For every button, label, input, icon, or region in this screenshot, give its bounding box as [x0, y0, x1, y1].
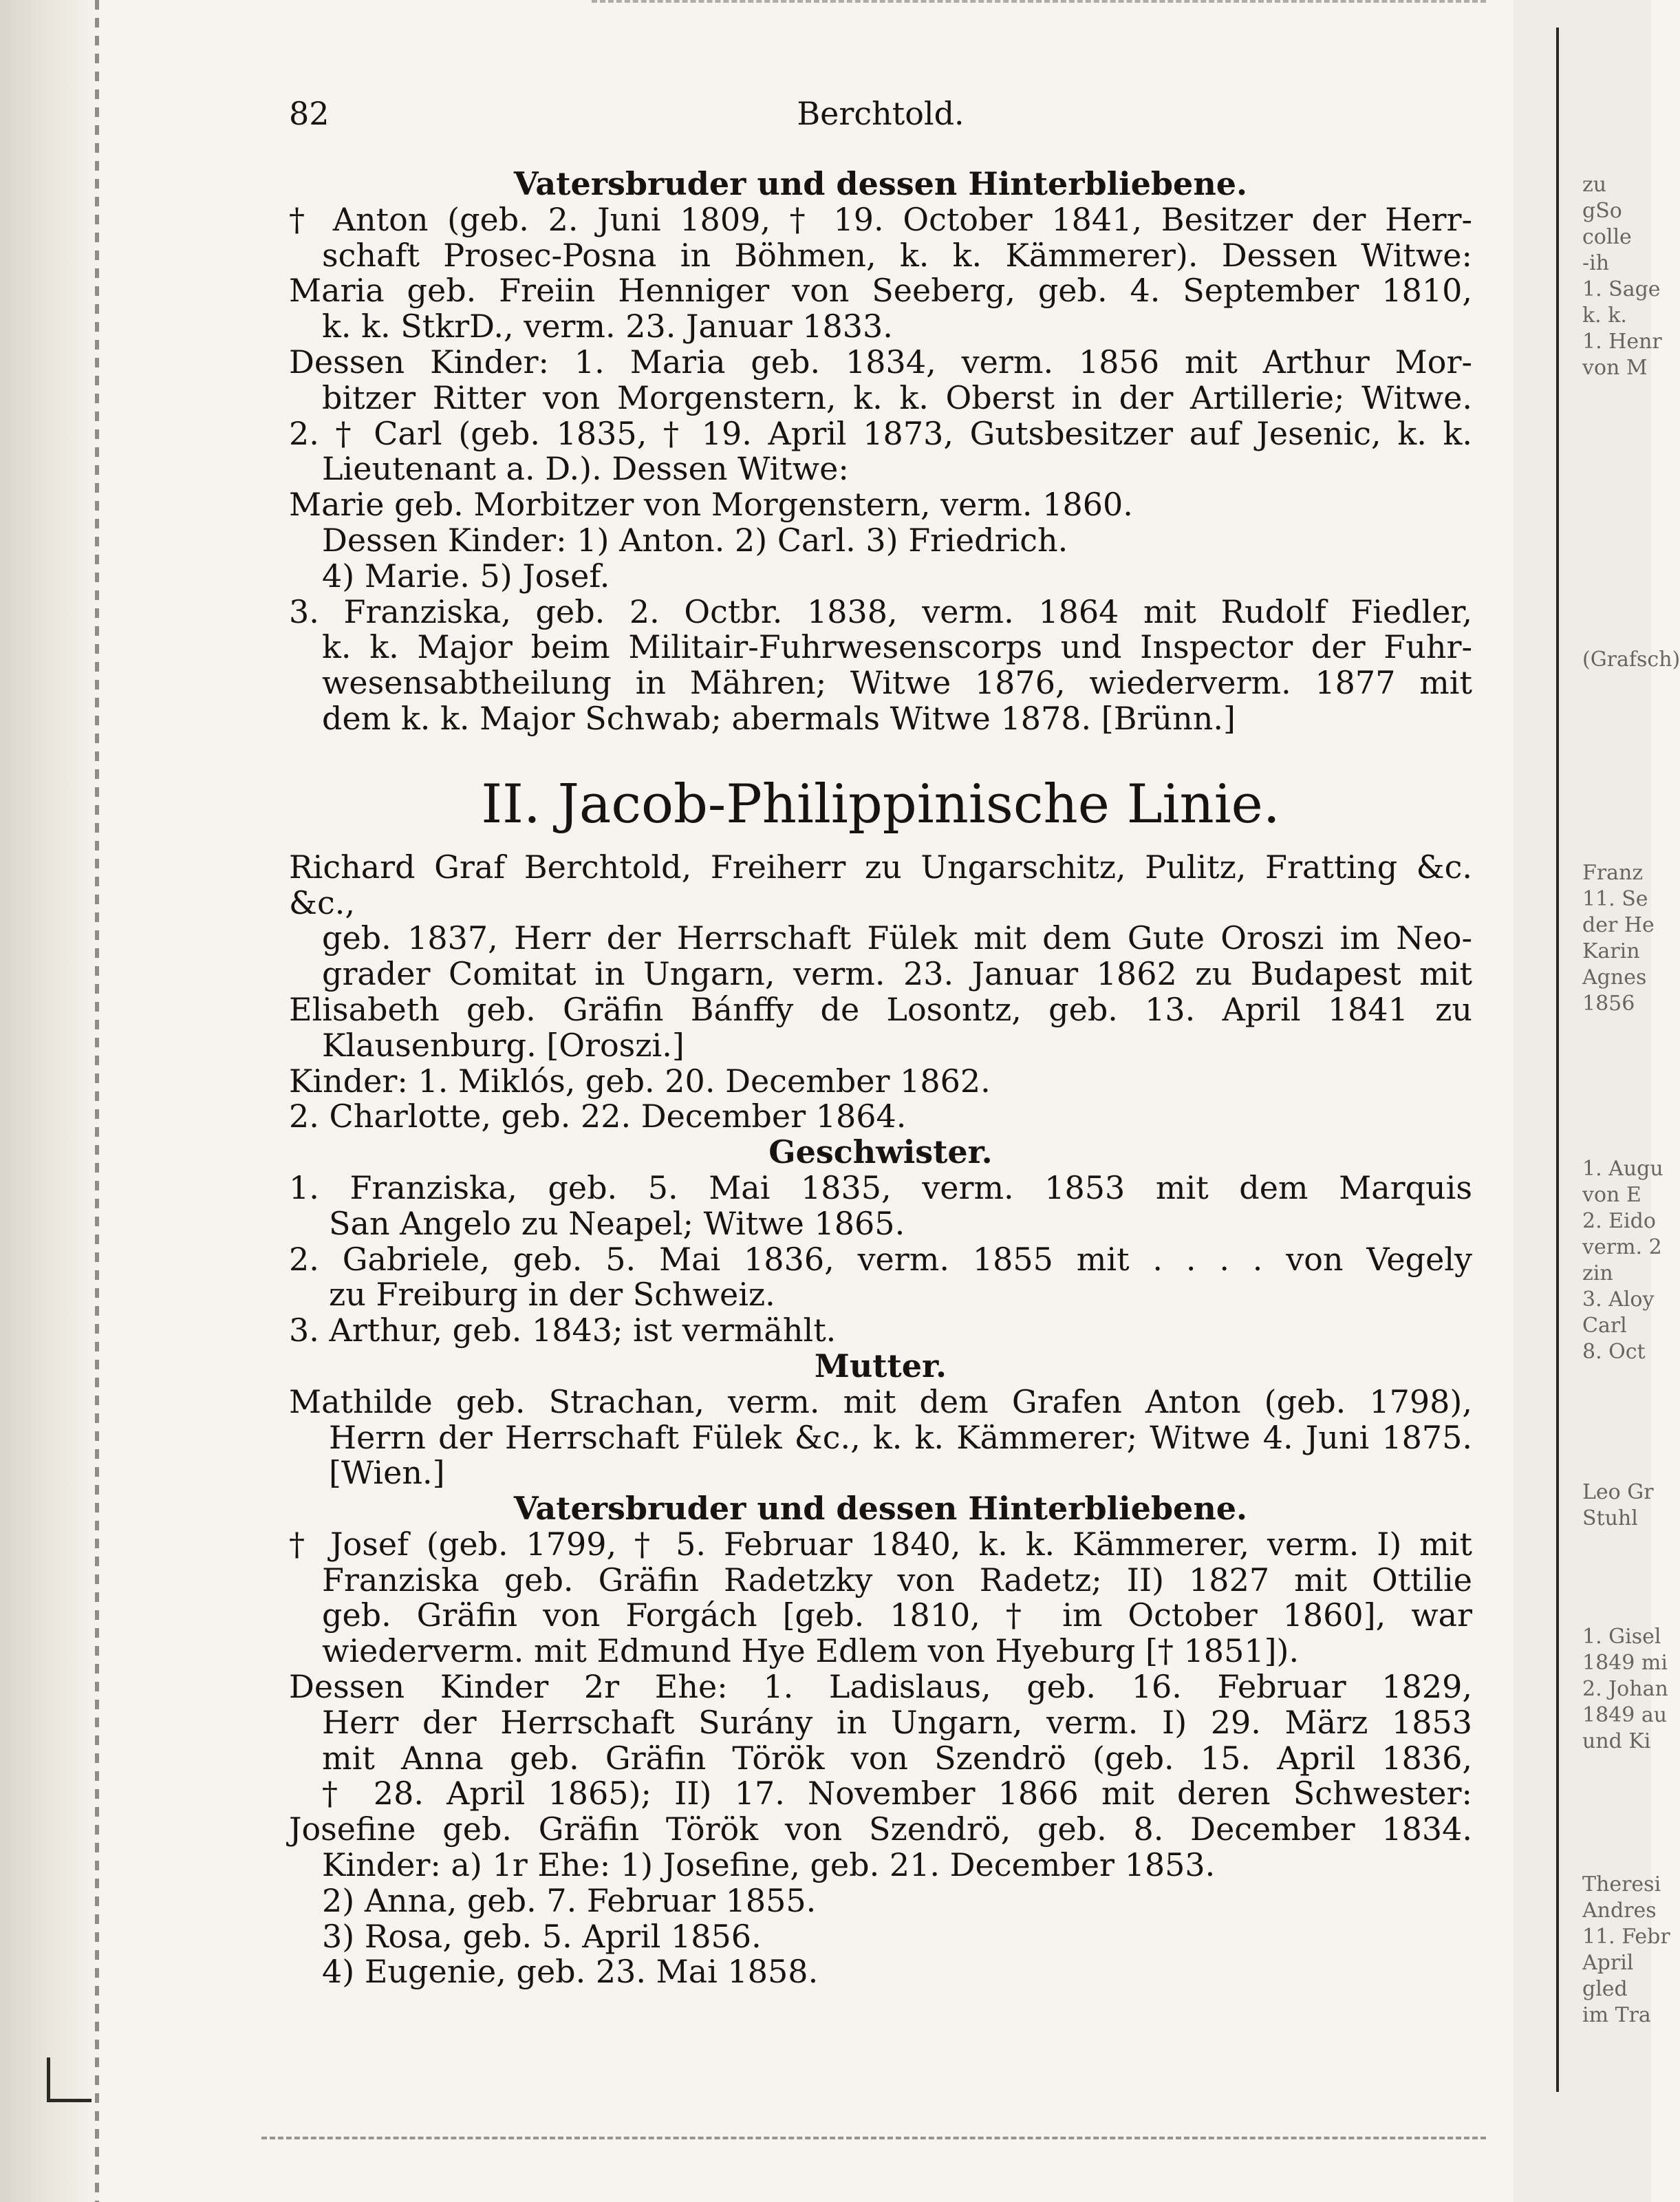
chapter-title: II. Jacob-Philippinische Linie. [481, 773, 1280, 835]
entry-line: schaft Prosec-Posna in Böhmen, k. k. Kämmerer). Dessen Witwe: [322, 236, 1472, 274]
corner-crop-mark [47, 2057, 91, 2102]
entry-line: mit Anna geb. Gräfin Török von Szendrö (geb. 15. April 1836, [322, 1739, 1472, 1777]
entry-line: Kinder: 1. Miklós, geb. 20. December 1862. [289, 1062, 991, 1100]
bleed-fragment: Theresi Andres 11. Febr April gled im Tra [1582, 1872, 1670, 2027]
entry-line: Richard Graf Berchtold, Freiherr zu Ungarschitz, Pulitz, Fratting &c. &c., [289, 848, 1472, 921]
bleed-fragment: Franz 11. Se der He Karin Agnes 1856 [1582, 861, 1655, 1016]
entry-line: † Anton (geb. 2. Juni 1809, † 19. October 1841, Besitzer der Herr- [289, 200, 1472, 238]
running-title: Berchtold. [797, 95, 965, 132]
entry-line: wesensabtheilung in Mähren; Witwe 1876, wiederverm. 1877 mit [322, 664, 1472, 702]
entry-line: [Wien.] [329, 1454, 445, 1492]
entry-line: 2) Anna, geb. 7. Februar 1855. [322, 1881, 817, 1919]
bottom-scan-rule [261, 2137, 1486, 2139]
entry-line: 1. Franziska, geb. 5. Mai 1835, verm. 1853 mit dem Marquis [289, 1168, 1472, 1206]
entry-line: bitzer Ritter von Morgenstern, k. k. Oberst in der Artillerie; Witwe. [322, 378, 1472, 416]
entry-line: 2. Charlotte, geb. 22. December 1864. [289, 1098, 907, 1135]
entry-line: 3) Rosa, geb. 5. April 1856. [322, 1917, 762, 1955]
entry-line: Dessen Kinder 2r Ehe: 1. Ladislaus, geb. 16. Februar 1829, [289, 1668, 1472, 1706]
entry-line: Josefine geb. Gräfin Török von Szendrö, geb. 8. December 1834. [289, 1810, 1472, 1848]
entry-line: Mathilde geb. Strachan, verm. mit dem Grafen Anton (geb. 1798), [289, 1382, 1472, 1420]
entry-line: † 28. April 1865); II) 17. November 1866 mit deren Schwester: [322, 1775, 1472, 1813]
entry-line: San Angelo zu Neapel; Witwe 1865. [329, 1204, 905, 1242]
bleed-fragment: (Grafsch) [1582, 648, 1680, 672]
entry-line: Herr der Herrschaft Surány in Ungarn, verm. I) 29. März 1853 [322, 1703, 1472, 1741]
running-head [289, 96, 1472, 147]
entry-line: geb. 1837, Herr der Herrschaft Fülek mit dem Gute Oroszi im Neo- [322, 919, 1472, 957]
entry-line: 3. Franziska, geb. 2. Octbr. 1838, verm. 1864 mit Rudolf Fiedler, [289, 592, 1472, 630]
entry-line: 4) Eugenie, geb. 23. Mai 1858. [322, 1953, 819, 1991]
entry-line: Elisabeth geb. Gräfin Bánffy de Losontz, geb. 13. April 1841 zu [289, 990, 1472, 1028]
bleed-fragment: zu gSo colle -ih 1. Sage k. k. 1. Henr von M [1582, 173, 1662, 380]
scan-left-edge [0, 0, 103, 2202]
entry-line: Herrn der Herrschaft Fülek &c., k. k. Kämmerer; Witwe 4. Juni 1875. [329, 1418, 1472, 1456]
bleed-fragment: Leo Gr Stuhl [1582, 1480, 1654, 1530]
entry-line: k. k. Major beim Militair-Fuhrwesenscorps und Inspector der Fuhr- [322, 628, 1472, 666]
entry-line: dem k. k. Major Schwab; abermals Witwe 1878. [Brünn.] [322, 699, 1236, 737]
entry-line: Franziska geb. Gräfin Radetzky von Radetz; II) 1827 mit Ottilie [322, 1561, 1472, 1599]
entry-line: zu Freiburg in der Schweiz. [329, 1276, 775, 1314]
entry-line: Dessen Kinder: 1. Maria geb. 1834, verm. 1856 mit Arthur Mor- [289, 343, 1472, 381]
entry-line: k. k. StkrD., verm. 23. Januar 1833. [322, 308, 893, 345]
bleed-fragment: 1. Gisel 1849 mi 2. Johan 1849 au und Ki [1582, 1625, 1668, 1753]
entry-line: 3. Arthur, geb. 1843; ist vermählt. [289, 1312, 837, 1349]
page-body [289, 96, 1472, 1990]
section-heading: Geschwister. [768, 1133, 993, 1171]
page-number: 82 [289, 95, 330, 132]
section-heading: Vatersbruder und dessen Hinterbliebene. [513, 1490, 1248, 1528]
entry-line: 4) Marie. 5) Josef. [322, 557, 610, 595]
entry-line: † Josef (geb. 1799, † 5. Februar 1840, k. k. Kämmerer, verm. I) mit [289, 1525, 1472, 1563]
entry-line: 2. † Carl (geb. 1835, † 19. April 1873, Gutsbesitzer auf Jesenic, k. k. [289, 414, 1472, 452]
entry-line: wiederverm. mit Edmund Hye Edlem von Hyeburg [† 1851]). [322, 1632, 1300, 1670]
entry-line: 2. Gabriele, geb. 5. Mai 1836, verm. 1855 mit . . . . von Vegely [289, 1240, 1472, 1278]
entry-line: Maria geb. Freiin Henniger von Seeberg, geb. 4. September 1810, [289, 272, 1472, 310]
entry-line: Kinder: a) 1r Ehe: 1) Josefine, geb. 21. December 1853. [322, 1846, 1216, 1884]
top-scan-rule [592, 0, 1486, 3]
section-heading: Vatersbruder und dessen Hinterbliebene. [513, 165, 1248, 202]
scan-binding-shadow [95, 0, 99, 2202]
bleed-fragment: 1. Augu von E 2. Eido verm. 2 zin 3. Aloy Carl 8. Oct [1582, 1157, 1663, 1364]
entry-line: Dessen Kinder: 1) Anton. 2) Carl. 3) Friedrich. [322, 521, 1068, 559]
entry-line: grader Comitat in Ungarn, verm. 23. Januar 1862 zu Budapest mit [322, 955, 1472, 993]
gutter-line [1556, 28, 1559, 2092]
section-heading: Mutter. [814, 1347, 947, 1385]
entry-line: geb. Gräfin von Forgách [geb. 1810, † im October 1860], war [322, 1596, 1472, 1634]
entry-line: Klausenburg. [Oroszi.] [322, 1026, 685, 1064]
entry-line: Lieutenant a. D.). Dessen Witwe: [322, 450, 849, 488]
entry-line: Marie geb. Morbitzer von Morgenstern, verm. 1860. [289, 486, 1133, 524]
